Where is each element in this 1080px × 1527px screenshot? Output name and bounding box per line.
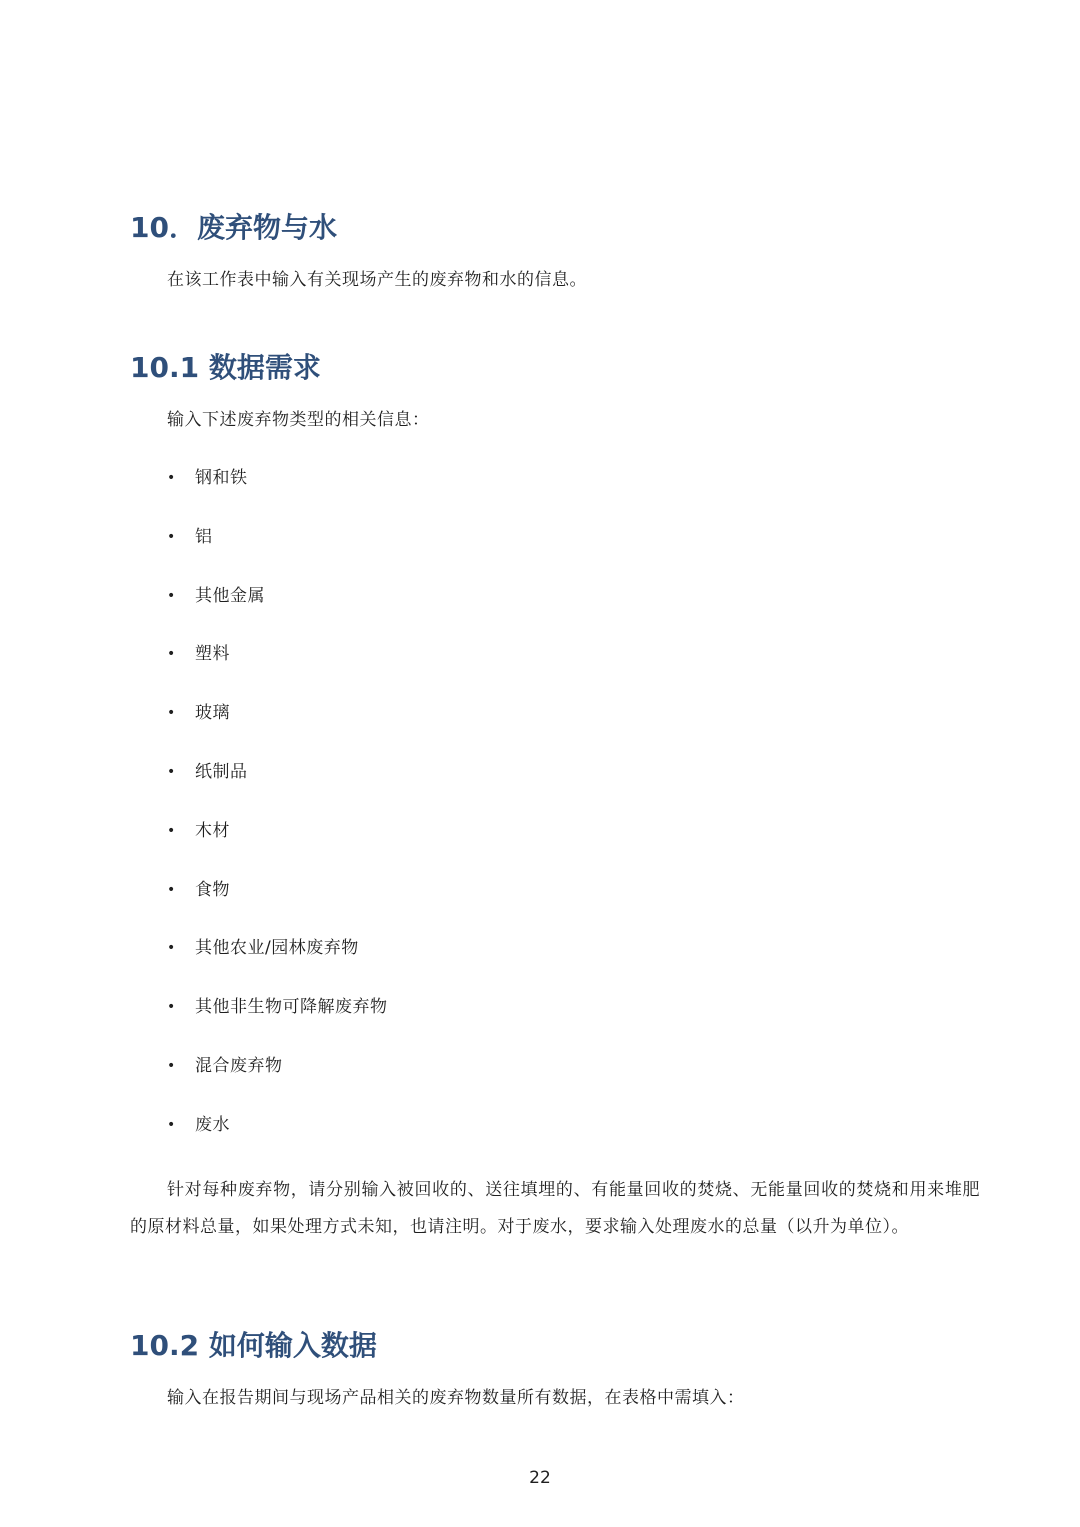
- section-10-1-heading: 10.1 数据需求: [130, 351, 321, 384]
- bullet-icon: •: [167, 528, 176, 545]
- bullet-icon: •: [167, 763, 176, 780]
- bullet-icon: •: [167, 881, 176, 898]
- list-item-label: 铝: [195, 526, 213, 547]
- waste-type-list: [167, 466, 388, 1172]
- list-item: [167, 466, 388, 525]
- bullet-icon: •: [167, 646, 176, 663]
- list-item: [167, 760, 388, 819]
- list-item-label: 食物: [195, 879, 230, 900]
- list-item: [167, 1054, 388, 1113]
- list-item: [167, 525, 388, 584]
- section-10-heading: 10．废弃物与水: [130, 211, 337, 244]
- list-item-label: 其他农业/园林废弃物: [195, 938, 359, 959]
- list-item-label: 纸制品: [195, 761, 248, 782]
- bullet-icon: •: [167, 940, 176, 957]
- section-10-2-heading: 10.2 如何输入数据: [130, 1329, 377, 1362]
- list-item: [167, 819, 388, 878]
- page-number: 22: [529, 1468, 551, 1488]
- section-10-2-intro: 输入在报告期间与现场产品相关的废弃物数量所有数据，在表格中需填入：: [167, 1388, 745, 1408]
- bullet-icon: •: [167, 999, 176, 1016]
- bullet-icon: •: [167, 587, 176, 604]
- list-item: [167, 878, 388, 937]
- list-item: [167, 584, 388, 643]
- bullet-icon: •: [167, 822, 176, 839]
- list-item: [167, 642, 388, 701]
- bullet-icon: •: [167, 470, 176, 486]
- list-item: [167, 936, 388, 995]
- section-10-intro: 在该工作表中输入有关现场产生的废弃物和水的信息。: [167, 270, 587, 290]
- bullet-icon: •: [167, 1057, 176, 1074]
- list-item: [167, 1113, 388, 1172]
- list-item-label: 玻璃: [195, 703, 230, 724]
- list-item-label: 木材: [195, 820, 230, 841]
- list-item: [167, 995, 388, 1054]
- list-item-label: 废水: [195, 1114, 230, 1135]
- bullet-icon: •: [167, 1116, 176, 1133]
- list-item-label: 其他金属: [195, 585, 265, 606]
- section-10-1-intro: 输入下述废弃物类型的相关信息：: [167, 410, 430, 430]
- list-item: [167, 701, 388, 760]
- list-item-label: 钢和铁: [195, 468, 248, 488]
- list-item-label: 塑料: [195, 644, 230, 665]
- bullet-icon: •: [167, 705, 176, 722]
- treatment-paragraph: 针对每种废弃物，请分别输入被回收的、送往填埋的、有能量回收的焚烧、无能量回收的焚烧和用来堆肥的原材料总量，如果处理方式未知，也请注明。对于废水，要求输入处理废水的总量（以升为单位）。: [130, 1180, 980, 1237]
- list-item-label: 混合废弃物: [195, 1055, 283, 1076]
- list-item-label: 其他非生物可降解废弃物: [195, 997, 388, 1018]
